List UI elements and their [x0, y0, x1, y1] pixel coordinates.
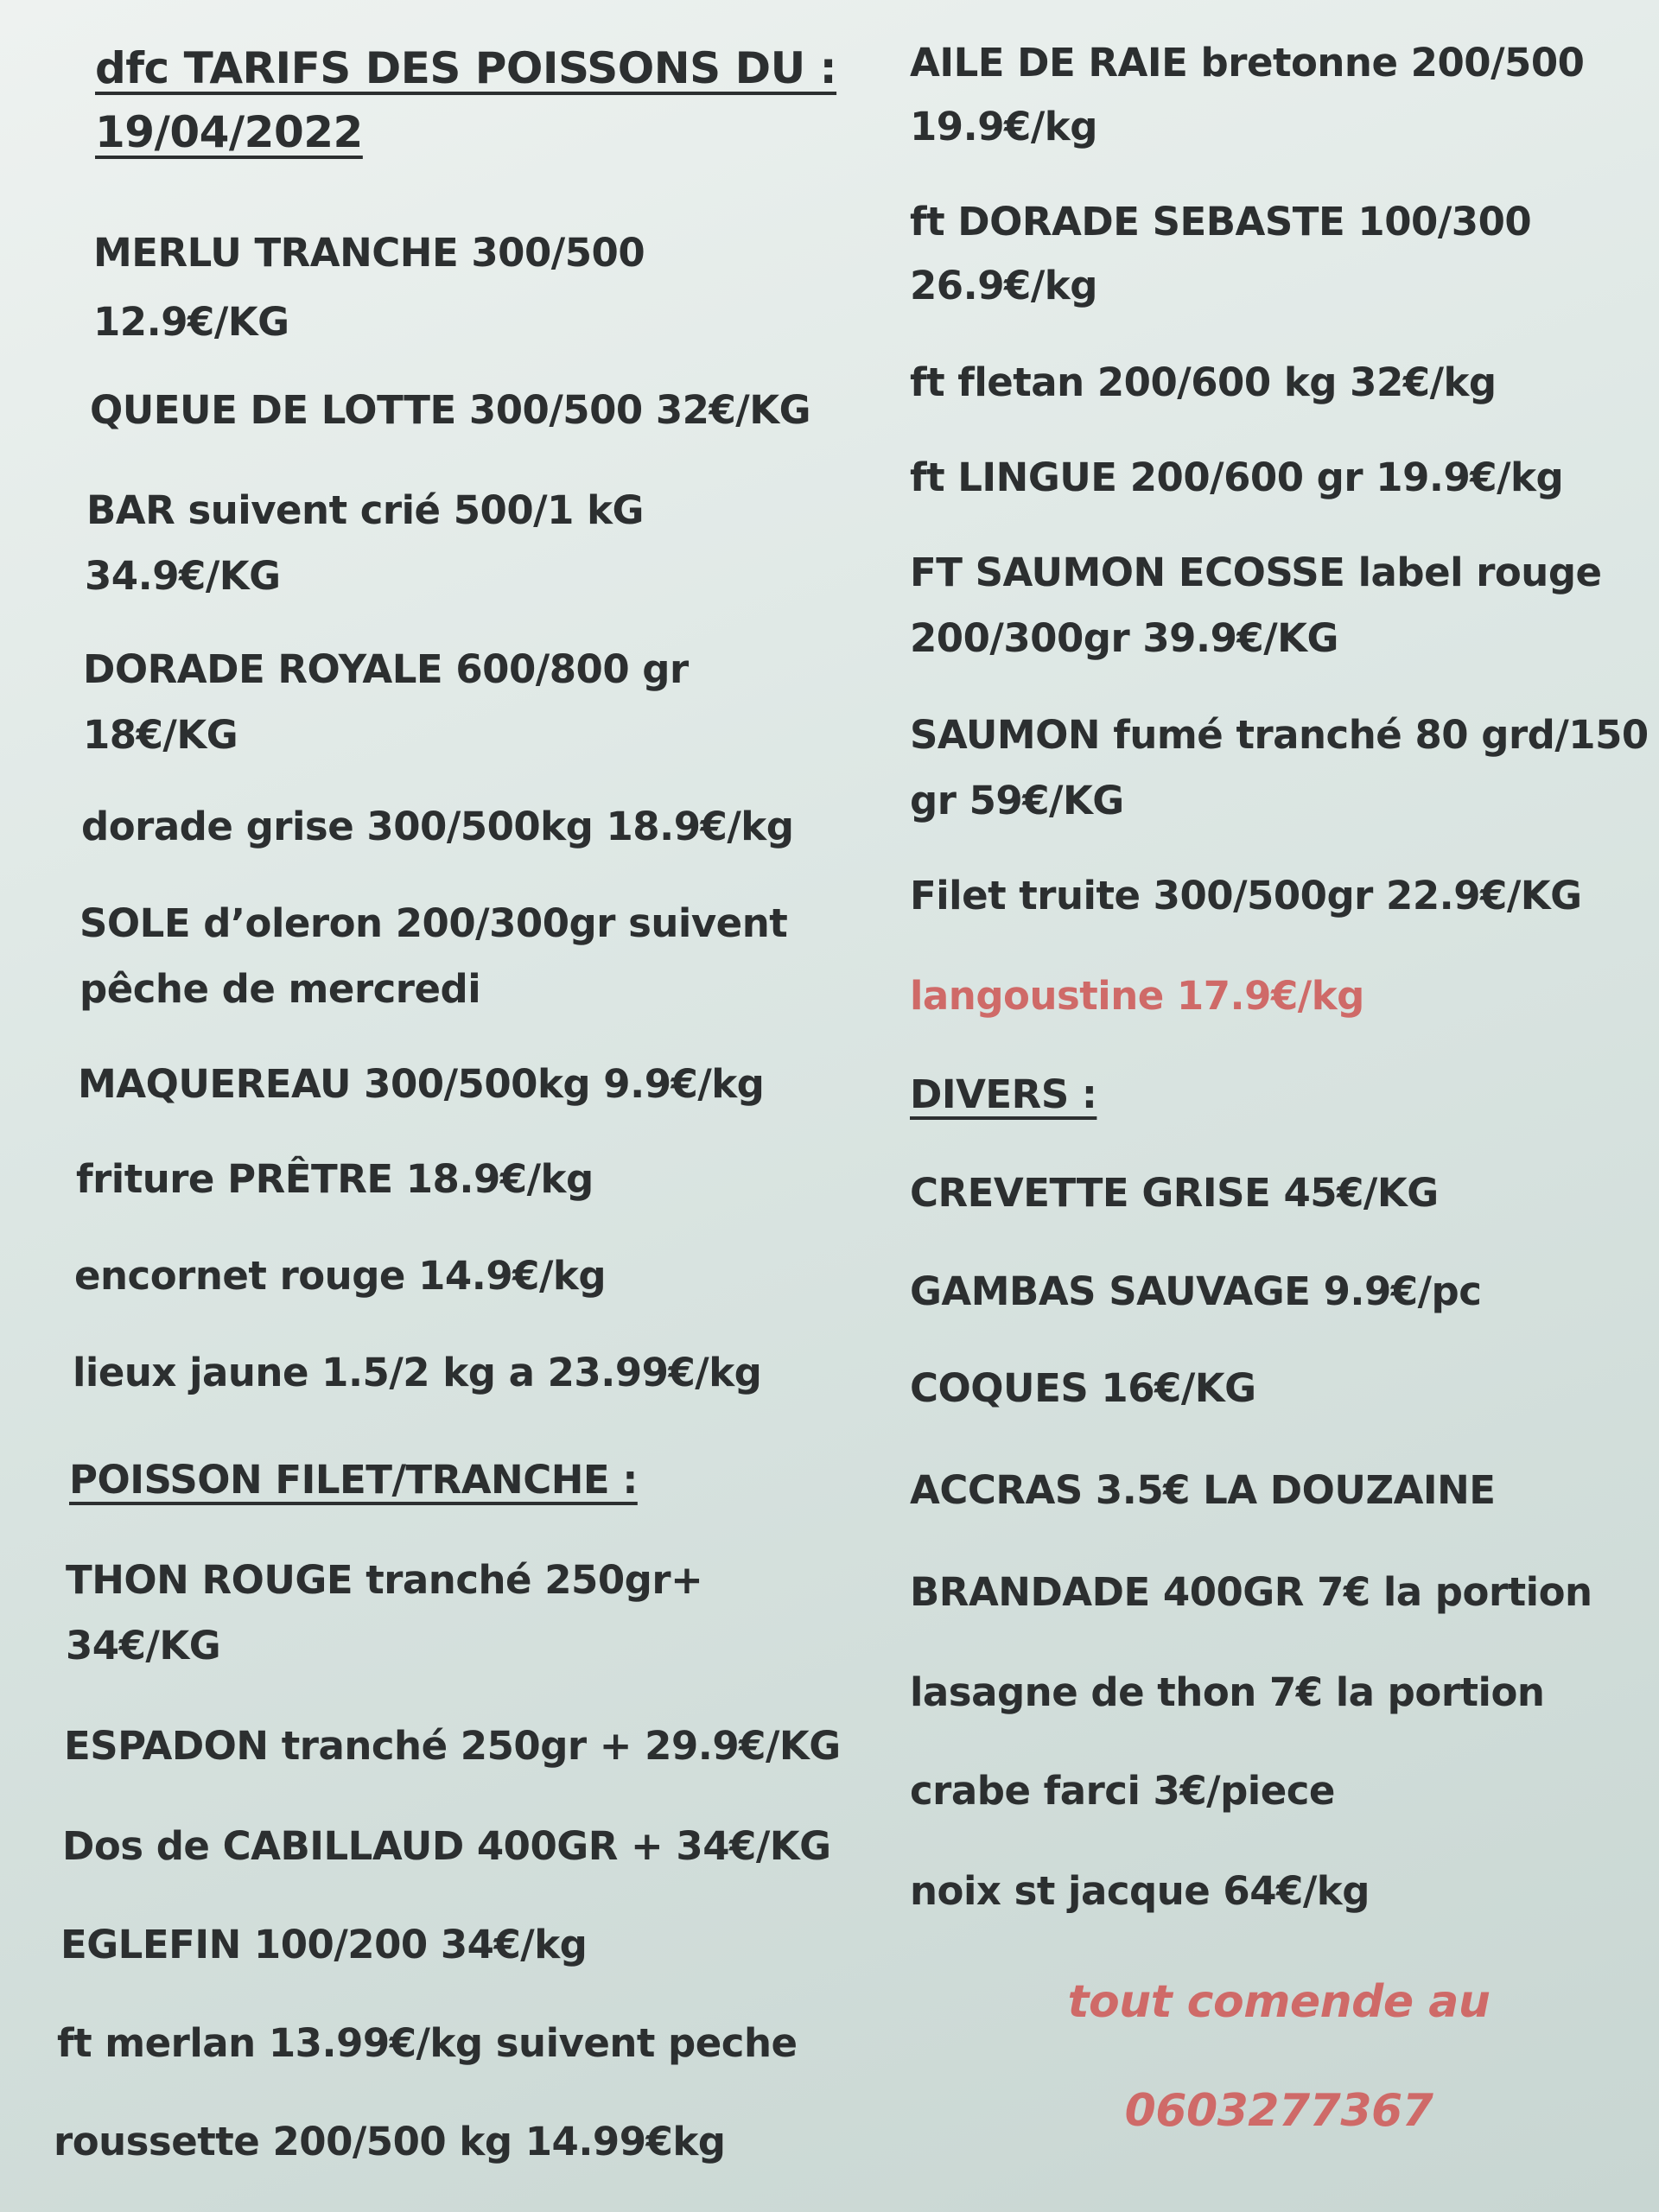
list-item: ft LINGUE 200/600 gr 19.9€/kg [910, 454, 1564, 500]
list-item: Filet truite 300/500gr 22.9€/KG [910, 873, 1582, 918]
list-item: ft fletan 200/600 kg 32€/kg [910, 359, 1497, 405]
list-item: 19.9€/kg [910, 104, 1097, 149]
list-item: QUEUE DE LOTTE 300/500 32€/KG [90, 387, 811, 433]
list-item: CREVETTE GRISE 45€/KG [910, 1170, 1439, 1216]
list-item: BAR suivent crié 500/1 kG [86, 487, 644, 533]
list-item: crabe farci 3€/piece [910, 1768, 1335, 1814]
list-item: Dos de CABILLAUD 400GR + 34€/KG [62, 1823, 831, 1869]
list-item: SOLE d’oleron 200/300gr suivent [79, 900, 788, 946]
list-item: dorade grise 300/500kg 18.9€/kg [81, 804, 794, 849]
list-item: MAQUEREAU 300/500kg 9.9€/kg [78, 1061, 765, 1107]
list-item: FT SAUMON ECOSSE label rouge [910, 550, 1602, 595]
list-item: friture PRÊTRE 18.9€/kg [76, 1156, 594, 1202]
list-item: MERLU TRANCHE 300/500 [93, 230, 645, 276]
sheet-title-date: 19/04/2022 [95, 107, 363, 157]
list-item: BRANDADE 400GR 7€ la portion [910, 1569, 1592, 1615]
list-item: GAMBAS SAUVAGE 9.9€/pc [910, 1268, 1482, 1314]
list-item: roussette 200/500 kg 14.99€kg [54, 2119, 726, 2164]
section-heading-filet: POISSON FILET/TRANCHE : [69, 1457, 638, 1503]
contact-phone: 0603277367 [1124, 2085, 1433, 2137]
list-item: ft merlan 13.99€/kg suivent peche [57, 2020, 798, 2066]
list-item: 34€/KG [66, 1623, 221, 1669]
list-item: noix st jacque 64€/kg [910, 1868, 1370, 1914]
section-heading-divers: DIVERS : [910, 1071, 1097, 1117]
list-item: 26.9€/kg [910, 263, 1097, 308]
list-item: THON ROUGE tranché 250gr+ [66, 1557, 703, 1603]
list-item: gr 59€/KG [910, 778, 1124, 823]
list-item: EGLEFIN 100/200 34€/kg [60, 1922, 588, 1967]
list-item: ACCRAS 3.5€ LA DOUZAINE [910, 1467, 1496, 1513]
list-item: 200/300gr 39.9€/KG [910, 615, 1338, 661]
list-item: lasagne de thon 7€ la portion [910, 1669, 1545, 1715]
list-item: pêche de mercredi [79, 966, 481, 1012]
list-item: SAUMON fumé tranché 80 grd/150 [910, 712, 1649, 758]
list-item: lieux jaune 1.5/2 kg a 23.99€/kg [73, 1350, 762, 1395]
contact-text: tout comende au [1067, 1976, 1491, 2028]
highlight-item: langoustine 17.9€/kg [910, 973, 1364, 1019]
list-item: ft DORADE SEBASTE 100/300 [910, 199, 1532, 245]
list-item: DORADE ROYALE 600/800 gr [83, 646, 689, 692]
list-item: 34.9€/KG [85, 553, 281, 599]
list-item: 12.9€/KG [93, 299, 289, 345]
list-item: AILE DE RAIE bretonne 200/500 [910, 40, 1585, 86]
list-item: ESPADON tranché 250gr + 29.9€/KG [64, 1723, 841, 1769]
list-item: COQUES 16€/KG [910, 1365, 1256, 1411]
sheet-title-line1: dfc TARIFS DES POISSONS DU : [95, 43, 837, 93]
list-item: 18€/KG [83, 712, 238, 758]
list-item: encornet rouge 14.9€/kg [74, 1253, 607, 1299]
